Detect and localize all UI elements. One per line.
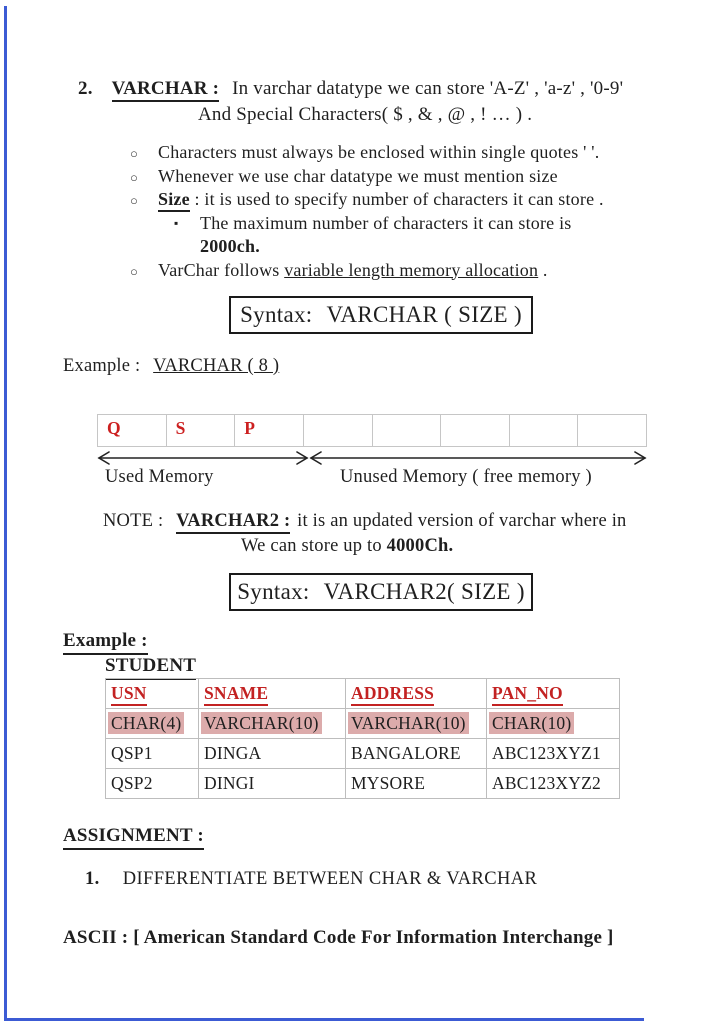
- table-cell: DINGA: [199, 739, 346, 769]
- varchar8-value: VARCHAR ( 8 ): [153, 356, 280, 376]
- heading-intro: In varchar datatype we can store 'A-Z' , 'a-z' , '0-9': [232, 78, 624, 99]
- variable-length-underlined: variable length memory allocation: [284, 259, 539, 280]
- memory-cells-row: [97, 414, 647, 447]
- memory-cell: [510, 415, 579, 446]
- student-table: [105, 678, 620, 799]
- ascii-heading: ASCII : [ American Standard Code For Information Interchange ]: [63, 927, 614, 948]
- example2-label: Example :: [63, 630, 148, 655]
- varchar2-syntax-box: [229, 573, 533, 611]
- bullet-size-definition: [130, 188, 690, 212]
- datatype-cell: CHAR(10): [487, 709, 620, 739]
- size-rest: : it is used to specify number of characters it can store .: [189, 189, 604, 209]
- assignment-item-1: [85, 869, 537, 890]
- heading-line2: And Special Characters( $ , & , @ , ! … ) .: [198, 104, 533, 125]
- example-label: Example :: [63, 356, 141, 376]
- note-line2: [241, 534, 663, 559]
- table-cell: ABC123XYZ1: [487, 739, 620, 769]
- memory-cell: [441, 415, 510, 446]
- header-usn: USN: [106, 679, 199, 709]
- memory-cell: Q: [98, 415, 167, 446]
- syntax-label: Syntax:: [240, 302, 313, 327]
- note-line2-text: We can store up to: [241, 536, 387, 556]
- memory-cell: S: [167, 415, 236, 446]
- datatype-cell: VARCHAR(10): [346, 709, 487, 739]
- bullet-variable-length: [130, 259, 690, 283]
- datatype-cell: VARCHAR(10): [199, 709, 346, 739]
- table-header-row: [106, 679, 620, 709]
- assignment-title: ASSIGNMENT :: [63, 825, 204, 850]
- note-line1: [103, 509, 663, 534]
- period-text: .: [538, 259, 548, 280]
- note-label: NOTE :: [103, 511, 164, 531]
- table-row: [106, 739, 620, 769]
- syntax-label: Syntax:: [237, 579, 310, 604]
- datatype-row: [106, 709, 620, 739]
- used-unused-memory-arrows-icon: [97, 449, 647, 467]
- memory-cell: [304, 415, 373, 446]
- memory-cell: [373, 415, 442, 446]
- table-cell: ABC123XYZ2: [487, 769, 620, 799]
- varchar2-note: [103, 509, 663, 559]
- varchar2-term: VARCHAR2 :: [176, 511, 290, 534]
- header-sname: SNAME: [199, 679, 346, 709]
- bullet-quotes: ○ Characters must always be enclosed within single quotes ' '.: [130, 141, 690, 165]
- note-4000ch: 4000Ch.: [386, 536, 454, 556]
- varchar-heading: [78, 76, 658, 128]
- table-cell: DINGI: [199, 769, 346, 799]
- table-cell: MYSORE: [346, 769, 487, 799]
- memory-cell: P: [235, 415, 304, 446]
- varchar-follows-text: VarChar follows: [158, 259, 285, 280]
- note-rest: it is an updated version of varchar where in: [297, 511, 627, 531]
- used-memory-label: Used Memory: [105, 467, 214, 487]
- memory-cell: [578, 415, 646, 446]
- page-border-left-line: [4, 6, 7, 1019]
- sub-bullet-max-value: 2000ch.: [200, 236, 260, 256]
- sub-bullet-max-chars: ▪ The maximum number of characters it can store is: [130, 212, 690, 236]
- datatype-cell: CHAR(4): [106, 709, 199, 739]
- varchar-bullet-list: [130, 141, 690, 282]
- unused-memory-label: Unused Memory ( free memory ): [340, 467, 592, 487]
- heading-term: VARCHAR :: [112, 78, 220, 102]
- assignment-item-text: DIFFERENTIATE BETWEEN CHAR & VARCHAR: [122, 869, 538, 889]
- varchar-syntax-value: VARCHAR ( SIZE ): [326, 302, 522, 327]
- size-term: Size: [158, 189, 190, 212]
- bullet-mention-size: ○ Whenever we use char datatype we must mention size: [130, 165, 690, 189]
- assignment-item-number: 1.: [85, 869, 100, 889]
- varchar-example-line: [63, 356, 279, 377]
- table-cell: QSP1: [106, 739, 199, 769]
- heading-number: 2.: [78, 78, 93, 99]
- student-table-title: STUDENT: [105, 655, 196, 680]
- header-pan-no: PAN_NO: [487, 679, 620, 709]
- heading-line1: [78, 76, 658, 102]
- varchar-syntax-box: [229, 296, 533, 334]
- table-cell: QSP2: [106, 769, 199, 799]
- table-cell: BANGALORE: [346, 739, 487, 769]
- header-address: ADDRESS: [346, 679, 487, 709]
- varchar2-syntax-value: VARCHAR2( SIZE ): [323, 579, 525, 604]
- table-row: [106, 769, 620, 799]
- page-border-bottom-line: [4, 1018, 644, 1021]
